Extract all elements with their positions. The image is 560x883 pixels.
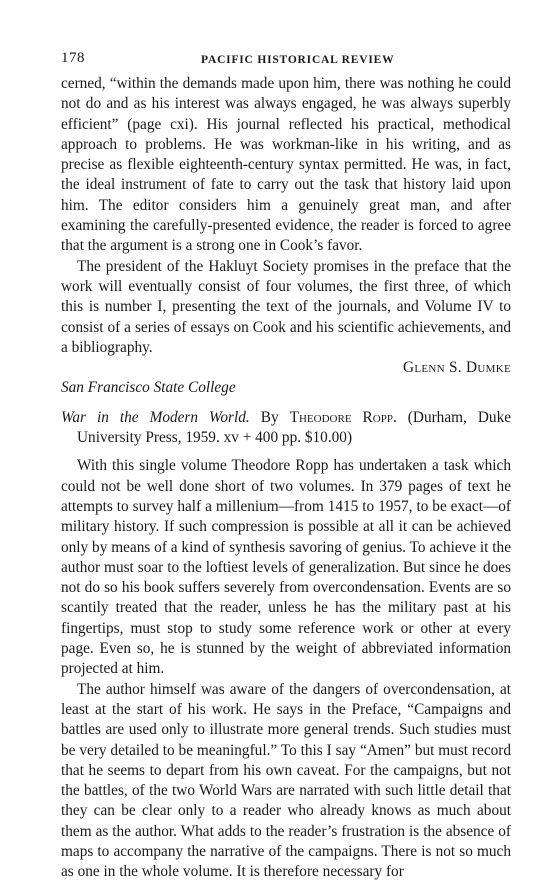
reviewer-name: Glenn S. Dumke	[403, 359, 511, 377]
document-page	[61, 16, 511, 883]
citation-by: By	[249, 408, 290, 426]
reviewer-affiliation: San Francisco State College	[61, 379, 236, 397]
review-paragraph: cerned, “within the demands made upon him, there was nothing he could not do and as his interest was always engaged, he was always superbly efficient” (page cxi). His journal reflected his practical, methodical approach to problems. He was workman-like in his writing, and as precise as flexible eighteenth-century syntax permitted. He was, in fact, the ideal instrument of fate to carry out the task that history laid upon him. The editor considers him a genuinely great man, and after examining the carefully-presented evidence, the reader is forced to agree that the argument is a strong one in Cook’s favor.	[61, 75, 511, 255]
page-header	[61, 48, 511, 74]
publication-details: . (Durham, Duke University Press, 1959. xv + 400 pp. $10.00)	[77, 408, 512, 447]
review-paragraph: The president of the Hakluyt Society promises in the preface that the work will eventually consist of four volumes, the first three, of which this is number I, presenting the text of the journals, and Volume IV to consist of a series of essays on Cook and his scientific achievements, and a bibliography.	[61, 257, 511, 356]
page-number: 178	[61, 50, 85, 66]
book-title: War in the Modern World.	[61, 408, 250, 426]
review-paragraph: The author himself was aware of the dangers of overcondensation, at least at the start of his work. He says in the Preface, “Campaigns and battles are used only to illustrate more general trends. Such studies must be very detailed to be meaningful.” To this I say “Amen” but must record that he seems to depart from his own caveat. For the campaigns, but not the battles, of the two World Wars are narrated with such little detail that they can be clear only to a reader who already knows as much about them as the author. What adds to the reader’s frustration is the absence of maps to accompany the narrative of the campaigns. There is not so much as one in the whole volume. It is therefore necessary for	[61, 680, 511, 881]
book-citation	[61, 408, 511, 449]
book-author: Theodore Ropp	[289, 408, 393, 426]
review-paragraph: With this single volume Theodore Ropp has undertaken a task which could not be well done short of two volumes. In 379 pages of text he attempts to survey half a millenium—from 1415 to 1957, to be exact—of military history. If such compression is possible at all it can be achieved only by means of a kind of synthesis savoring of genius. To achieve it the author must soar to the loftiest levels of generalization. But since he does not do so his book suffers severely from overcondensation. Events are so scantily treated that the reader, unless he has the military past at his fingertips, must stop to study some reference work or other at every page. Even so, he is stunned by the weight of abbreviated information projected at him.	[61, 457, 511, 678]
running-head: PACIFIC HISTORICAL REVIEW	[201, 54, 395, 66]
